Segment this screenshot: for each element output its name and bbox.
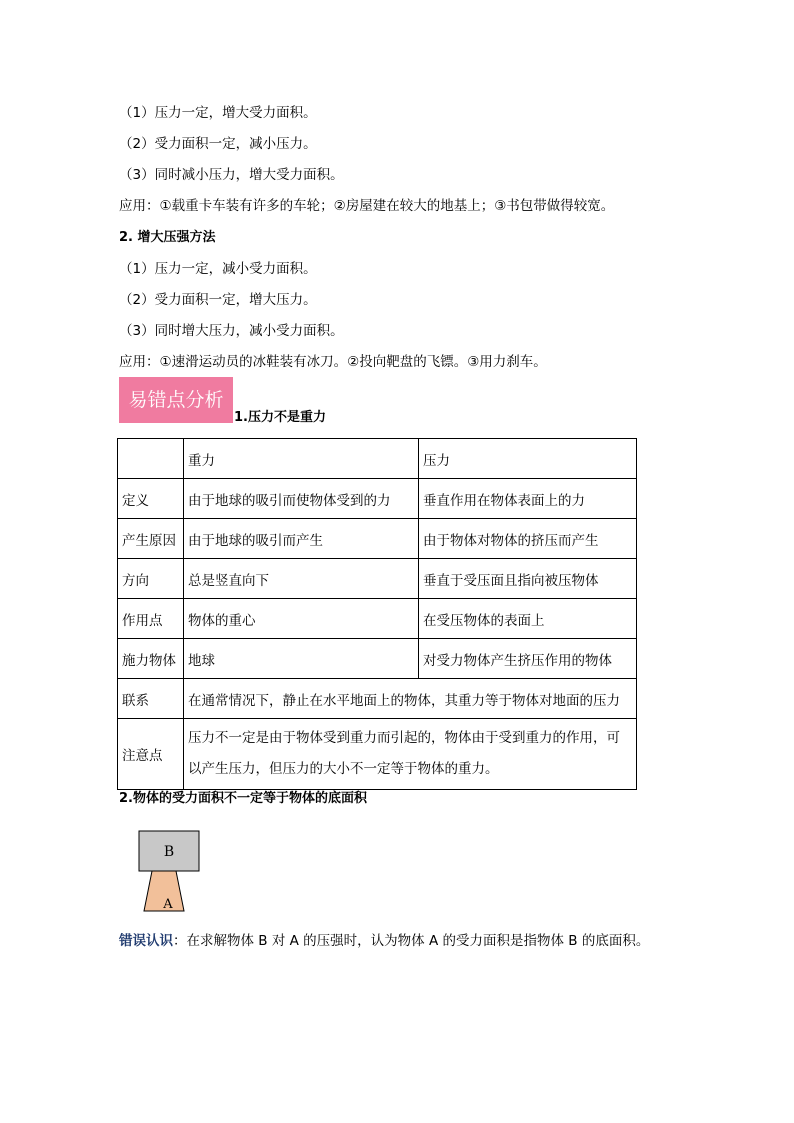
increase-heading: 2. 增大压强方法 [119, 230, 216, 245]
error-text: ：在求解物体 B 对 A 的压强时，认为物体 A 的受力面积是指物体 B 的底面积。 [173, 933, 650, 949]
row-label: 联系 [118, 679, 184, 719]
reduce-method-3: （3）同时减小压力，增大受力面积。 [119, 167, 344, 183]
row-label: 注意点 [118, 719, 184, 790]
pressure-cell: 垂直作用在物体表面上的力 [419, 479, 637, 519]
note-cell: 压力不一定是由于物体受到重力而引起的，物体由于受到重力的作用，可以产生压力，但压力的大小不一定等于物体的重力。 [184, 719, 637, 790]
gravity-cell: 由于地球的吸引而产生 [184, 519, 419, 559]
reduce-method-1: （1）压力一定，增大受力面积。 [119, 105, 317, 121]
table-header-row [118, 439, 637, 479]
section2-title: 2.物体的受力面积不一定等于物体的底面积 [119, 791, 367, 806]
error-label: 错误认识 [119, 933, 173, 949]
increase-method-2: （2）受力面积一定，增大压力。 [119, 292, 317, 308]
section1-title: 1.压力不是重力 [234, 410, 326, 425]
table-row [118, 519, 637, 559]
row-label: 方向 [118, 559, 184, 599]
gravity-cell: 地球 [184, 639, 419, 679]
row-label: 施力物体 [118, 639, 184, 679]
increase-method-1: （1）压力一定，减小受力面积。 [119, 261, 317, 277]
gravity-cell: 由于地球的吸引而使物体受到的力 [184, 479, 419, 519]
pressure-cell: 由于物体对物体的挤压而产生 [419, 519, 637, 559]
row-label: 作用点 [118, 599, 184, 639]
table-row [118, 599, 637, 639]
gravity-pressure-table [117, 438, 637, 790]
gravity-cell: 总是竖直向下 [184, 559, 419, 599]
table-header-pressure: 压力 [419, 439, 637, 479]
gravity-cell: 物体的重心 [184, 599, 419, 639]
block-a-label: A [163, 897, 173, 912]
block-b-label: B [163, 844, 175, 860]
row-label: 定义 [118, 479, 184, 519]
increase-method-3: （3）同时增大压力，减小受力面积。 [119, 323, 344, 339]
table-header-gravity: 重力 [184, 439, 419, 479]
row-label: 产生原因 [118, 519, 184, 559]
increase-application: 应用：①速滑运动员的冰鞋装有冰刀。②投向靶盘的飞镖。③用力刹车。 [119, 354, 547, 370]
reduce-application: 应用：①载重卡车装有许多的车轮；②房屋建在较大的地基上；③书包带做得较宽。 [119, 198, 615, 214]
table-row [118, 559, 637, 599]
block-diagram [130, 825, 210, 915]
table-row [118, 639, 637, 679]
reduce-method-2: （2）受力面积一定，减小压力。 [119, 136, 317, 152]
table-row [118, 479, 637, 519]
pressure-cell: 在受压物体的表面上 [419, 599, 637, 639]
error-note [119, 932, 649, 950]
table-header-cell-blank [118, 439, 184, 479]
table-row-relation [118, 679, 637, 719]
table-row-note [118, 719, 637, 790]
pressure-cell: 对受力物体产生挤压作用的物体 [419, 639, 637, 679]
error-analysis-badge: 易错点分析 [119, 377, 233, 423]
relation-cell: 在通常情况下，静止在水平地面上的物体，其重力等于物体对地面的压力 [184, 679, 637, 719]
pressure-cell: 垂直于受压面且指向被压物体 [419, 559, 637, 599]
